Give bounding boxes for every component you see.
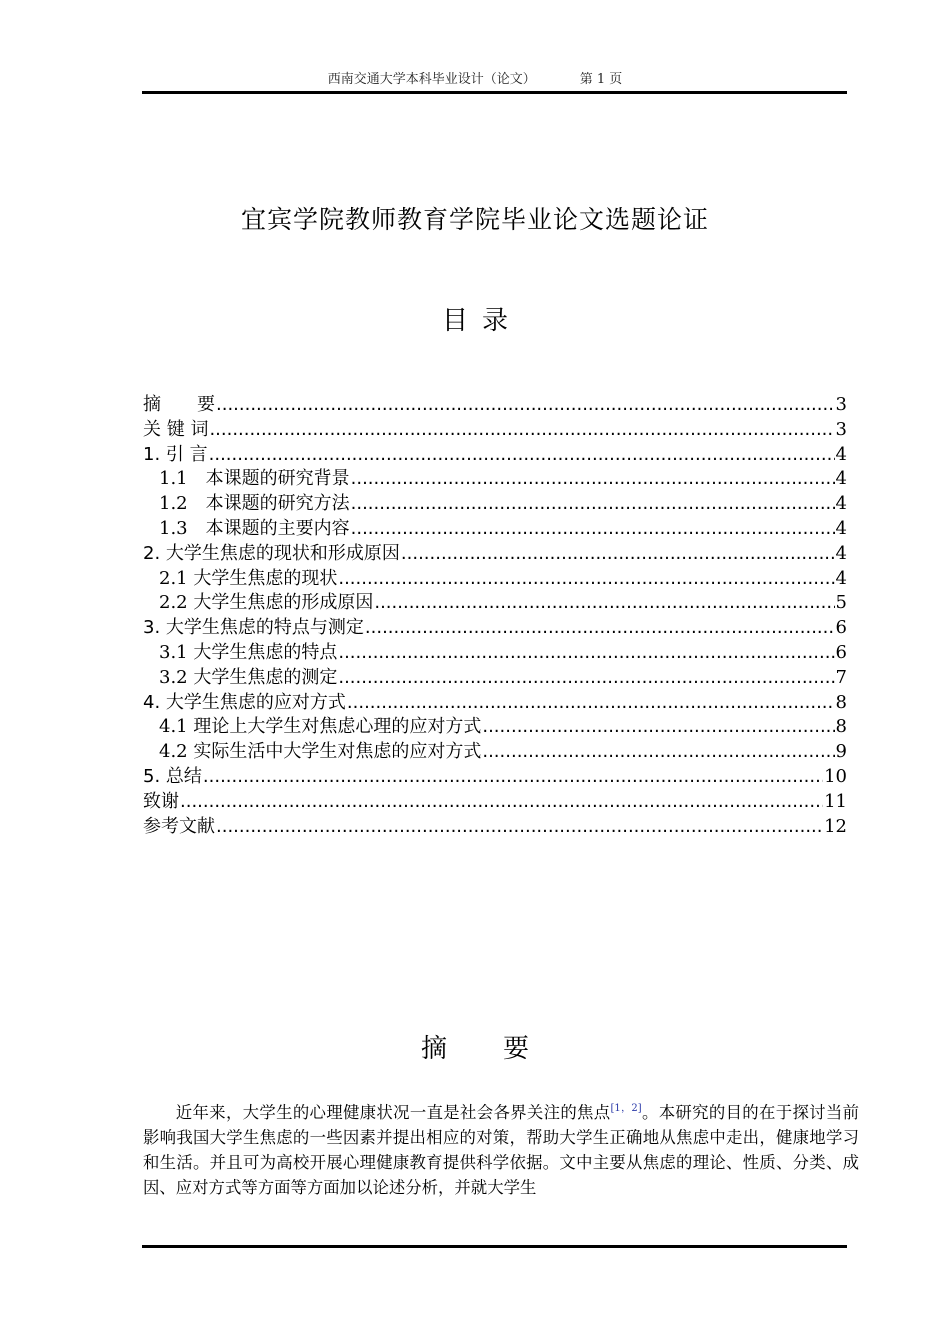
toc-leader-dots [351, 517, 835, 542]
toc-entry[interactable] [143, 641, 847, 666]
toc-entry-page: 10 [824, 765, 847, 787]
abstract-heading: 摘要 [420, 1034, 585, 1064]
toc-leader-dots [216, 815, 823, 840]
toc-entry-page: 7 [835, 666, 847, 688]
toc-entry[interactable] [143, 715, 847, 740]
toc-entry-label: 4.1 理论上大学生对焦虑心理的应对方式 [159, 716, 482, 738]
toc-entry[interactable] [143, 790, 847, 815]
toc-entry-label: 3. 大学生焦虑的特点与测定 [143, 617, 364, 639]
toc-leader-dots [401, 542, 835, 567]
toc-heading: 目录 [441, 306, 522, 336]
toc-leader-dots [347, 691, 835, 716]
toc-entry-page: 4 [835, 468, 847, 490]
toc-entry-label: 3.2 大学生焦虑的测定 [159, 666, 338, 688]
table-of-contents [143, 393, 847, 839]
toc-leader-dots [338, 567, 834, 592]
toc-entry-page: 5 [835, 592, 847, 614]
toc-entry-page: 3 [835, 418, 847, 440]
toc-entry-label: 4.2 实际生活中大学生对焦虑的应对方式 [159, 741, 482, 763]
toc-entry[interactable] [143, 765, 847, 790]
toc-entry[interactable] [143, 492, 847, 517]
toc-entry[interactable] [143, 542, 847, 567]
toc-leader-dots [351, 467, 835, 492]
toc-entry[interactable] [143, 443, 847, 468]
toc-entry[interactable] [143, 815, 847, 840]
toc-entry-page: 3 [835, 394, 847, 415]
toc-entry-label: 1.1 本课题的研究背景 [159, 468, 350, 490]
toc-leader-dots [365, 616, 835, 641]
document-title: 宜宾学院教师教育学院毕业论文选题论证 [240, 205, 709, 234]
toc-entry[interactable] [143, 691, 847, 716]
toc-entry[interactable] [143, 467, 847, 492]
abstract-text-part1: 近年来，大学生的心理健康状况一直是社会各界关注的焦点 [175, 1103, 611, 1122]
citation-ref[interactable]: [1，2] [610, 1103, 642, 1114]
toc-entry-page: 4 [835, 443, 847, 465]
toc-entry-label: 5. 总结 [143, 765, 202, 787]
toc-entry[interactable] [143, 567, 847, 592]
toc-leader-dots [203, 765, 823, 790]
toc-entry[interactable] [143, 393, 847, 418]
toc-entry-label: 2.1 大学生焦虑的现状 [159, 567, 338, 589]
toc-entry-page: 8 [835, 691, 847, 713]
toc-entry[interactable] [143, 517, 847, 542]
abstract-text-part2: 。本研究的目的在于探讨当前影响我国大学生焦虑的一些因素并提出相应的对策，帮助大学生正确地从焦虑中走出，健康地学习和生活。并且可为高校开展心理健康教育提供科学依据。文中主要从焦虑的理论、性质、分类、成因、应对方式等方面等方面加以论述分析，并就大学生 [143, 1103, 860, 1197]
toc-leader-dots [180, 790, 823, 815]
toc-leader-dots [351, 492, 835, 517]
toc-leader-dots [209, 418, 834, 443]
toc-entry-label: 摘 要 [143, 394, 215, 415]
toc-leader-dots [338, 666, 834, 691]
toc-entry-label: 2. 大学生焦虑的现状和形成原因 [143, 542, 400, 564]
toc-entry[interactable] [143, 418, 847, 443]
header-rule [142, 91, 847, 94]
toc-entry-page: 12 [824, 815, 847, 837]
toc-entry-label: 关 键 词 [143, 418, 209, 440]
toc-entry-page: 6 [835, 617, 847, 639]
toc-leader-dots [374, 591, 834, 616]
toc-leader-dots [338, 641, 834, 666]
toc-leader-dots [482, 715, 834, 740]
toc-entry-label: 致谢 [143, 790, 179, 812]
toc-entry[interactable] [143, 666, 847, 691]
toc-entry-page: 4 [835, 493, 847, 515]
toc-entry-page: 8 [835, 716, 847, 738]
toc-leader-dots [482, 740, 834, 765]
toc-entry[interactable] [143, 740, 847, 765]
toc-entry-page: 4 [835, 517, 847, 539]
header-title: 西南交通大学本科毕业设计（论文） [327, 72, 536, 87]
page-header [0, 68, 950, 87]
toc-entry-label: 参考文献 [143, 815, 215, 837]
toc-entry-label: 3.1 大学生焦虑的特点 [159, 641, 338, 663]
toc-entry-label: 4. 大学生焦虑的应对方式 [143, 691, 346, 713]
toc-entry[interactable] [143, 616, 847, 641]
toc-entry[interactable] [143, 591, 847, 616]
toc-entry-page: 4 [835, 542, 847, 564]
toc-entry-label: 1. 引 言 [143, 443, 208, 465]
toc-entry-label: 1.3 本课题的主要内容 [159, 517, 350, 539]
toc-leader-dots [216, 393, 835, 418]
toc-entry-page: 6 [835, 641, 847, 663]
toc-entry-page: 4 [835, 567, 847, 589]
abstract-body [143, 1096, 859, 1200]
toc-entry-label: 2.2 大学生焦虑的形成原因 [159, 592, 374, 614]
toc-entry-label: 1.2 本课题的研究方法 [159, 493, 350, 515]
header-page-number: 第 1 页 [579, 72, 623, 87]
toc-entry-page: 11 [824, 790, 847, 812]
toc-entry-page: 9 [835, 741, 847, 763]
toc-leader-dots [209, 443, 835, 468]
footer-rule [142, 1245, 847, 1248]
